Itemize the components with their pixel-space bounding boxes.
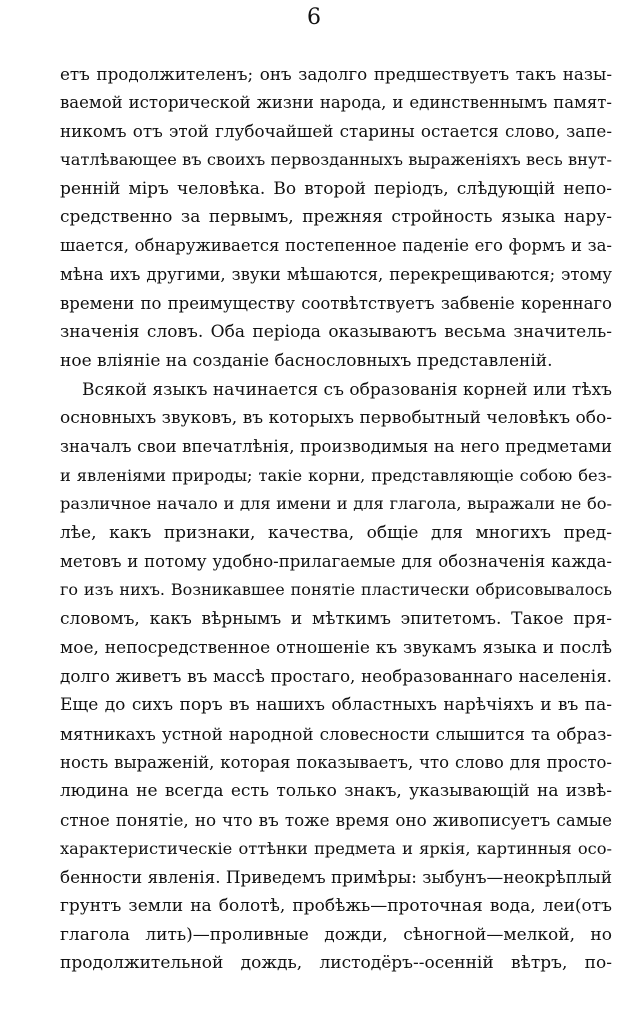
text-line: никомъ отъ этой глубочайшей старины остается слово, запе- [60, 121, 612, 142]
text-line: ное вліяніе на созданіе баснословныхъ представленій. [60, 350, 553, 371]
text-line: значенія словъ. Оба періода оказываютъ весьма значитель- [60, 322, 612, 343]
text-line: различное начало и для имени и для глагола, выражали не бо- [60, 494, 612, 514]
text-line: людина не всегда есть только знакъ, указывающій на извѣ- [60, 781, 612, 802]
text-line: средственно за первымъ, прежняя стройность языка нару- [60, 207, 612, 228]
text-line: мѣна ихъ другими, звуки мѣшаются, перекрещиваются; этому [60, 264, 612, 284]
text-line: Еще до сихъ поръ въ нашихъ областныхъ нарѣчіяхъ и въ па- [60, 695, 612, 716]
paragraph-2 [60, 376, 612, 978]
text-line: метовъ и потому удобно-прилагаемые для обозначенія кажда- [60, 551, 612, 571]
text-line: значалъ свои впечатлѣнія, производимыя на него предметами [60, 436, 612, 456]
text-line: времени по преимуществу соотвѣтствуетъ забвеніе кореннаго [60, 293, 612, 313]
text-line: глагола лить)—проливные дожди, сѣногной—мелкой, но [60, 924, 612, 945]
page-number: 6 [307, 5, 321, 30]
text-line: стное понятіе, но что въ тоже время оно живописуетъ самые [60, 809, 612, 830]
text-line: ваемой исторической жизни народа, и единственнымъ памят- [60, 92, 612, 112]
text-line: шается, обнаруживается постепенное паденіе его формъ и за- [60, 236, 612, 256]
text-line: ренній міръ человѣка. Во второй періодъ, слѣдующій непо- [60, 178, 612, 199]
paragraph-1 [60, 60, 612, 376]
text-line: словомъ, какъ вѣрнымъ и мѣткимъ эпитетомъ. Такое пря- [60, 609, 612, 630]
text-line: грунтъ земли на болотѣ, пробѣжь—проточная вода, леи(отъ [60, 895, 612, 916]
text-line: ность выраженій, которая показываетъ, что слово для просто- [60, 752, 612, 772]
text-line: бенности явленія. Приведемъ примѣры: зыбунъ—неокрѣплый [60, 867, 612, 888]
text-line: мятникахъ устной народной словесности слышится та образ- [60, 723, 612, 744]
text-line: мое, непосредственное отношеніе къ звукамъ языка и послѣ [60, 637, 612, 658]
text-line: характеристическіе оттѣнки предмета и яркія, картинныя осо- [60, 838, 612, 858]
text-line: го изъ нихъ. Возникавшее понятіе пластически обрисовывалось [60, 580, 612, 600]
text-line: етъ продолжителенъ; онъ задолго предшествуетъ такъ назы- [60, 64, 612, 84]
text-line: основныхъ звуковъ, въ которыхъ первобытный человѣкъ обо- [60, 408, 612, 429]
body-text [60, 60, 612, 978]
text-line: продолжительной дождь, листодёръ--осенній вѣтръ, по- [60, 953, 612, 974]
text-line: Всякой языкъ начинается съ образованія корней или тѣхъ [82, 379, 612, 400]
text-line: и явленіями природы; такіе корни, представляющіе собою без- [60, 465, 612, 485]
text-line: чатлѣвающее въ своихъ первозданныхъ выраженіяхъ весь внут- [60, 150, 612, 170]
text-line: долго живетъ въ массѣ простаго, необразованнаго населенія. [60, 666, 612, 687]
text-line: лѣе, какъ признаки, качества, общіе для многихъ пред- [60, 523, 612, 543]
